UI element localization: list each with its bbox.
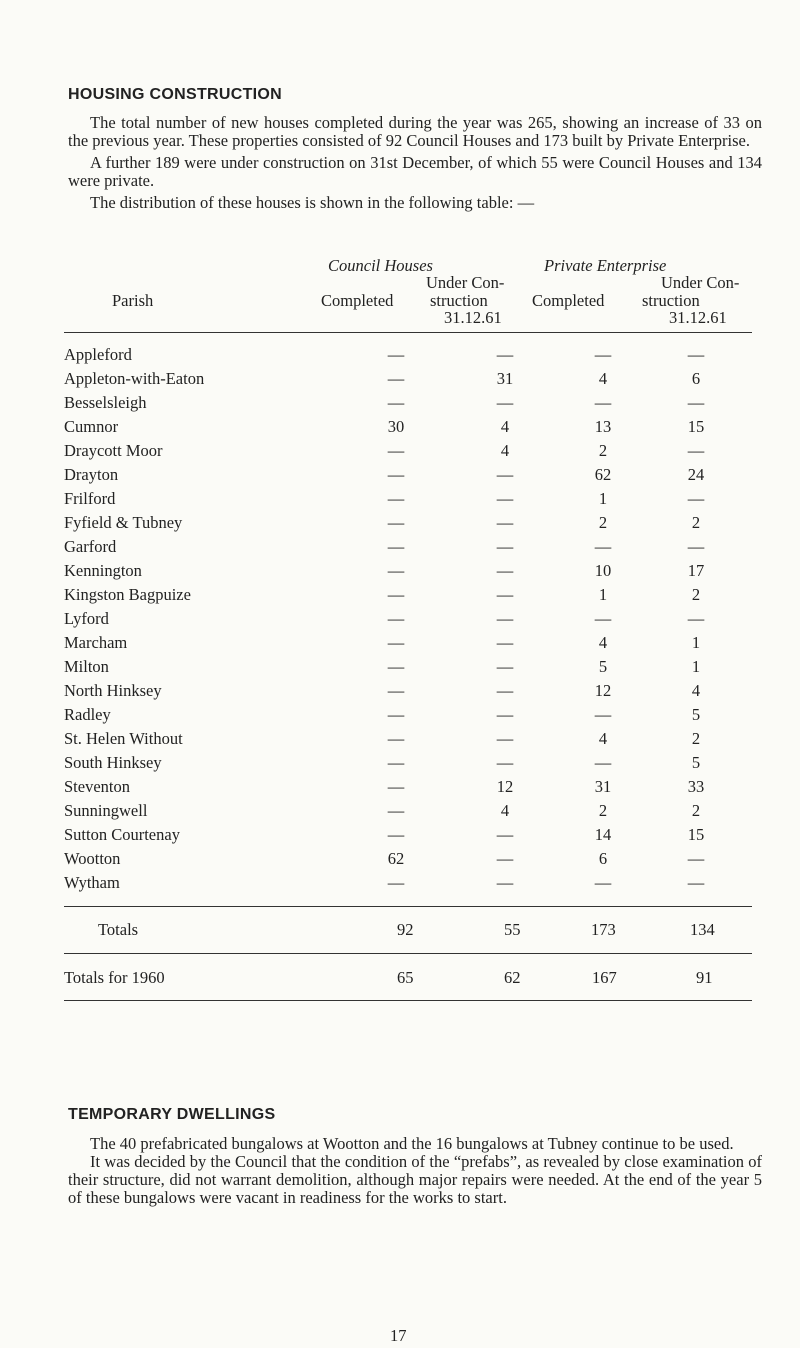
private-completed-cell: 12 xyxy=(594,681,612,700)
parish-name-cell: St. Helen Without xyxy=(64,729,183,748)
header-private-completed: Completed xyxy=(532,291,605,310)
council-under-construction-cell: — xyxy=(496,633,514,652)
council-completed-cell: — xyxy=(387,489,405,508)
private-completed-cell: 2 xyxy=(598,801,608,820)
table-row xyxy=(64,631,740,655)
parish-name-cell: Draycott Moor xyxy=(64,441,163,460)
council-completed-cell: — xyxy=(387,777,405,796)
private-completed-cell: 4 xyxy=(598,633,608,652)
private-under-construction-cell: 5 xyxy=(691,705,701,724)
private-under-construction-cell: 15 xyxy=(687,417,705,436)
council-under-construction-cell: 4 xyxy=(500,417,510,436)
private-under-construction-cell: — xyxy=(687,441,705,460)
table-row xyxy=(64,847,740,871)
table-row xyxy=(64,463,740,487)
temporary-paragraph-2: It was decided by the Council that the condition of the “prefabs”, as revealed by close examination of their structure, did not warrant demolition, although major repairs were needed. At the end of the year 5 of these bungalows were vacant in readiness for the works to start. xyxy=(68,1152,762,1207)
table-row xyxy=(64,751,740,775)
parish-name-cell: Kingston Bagpuize xyxy=(64,585,191,604)
parish-name-cell: Garford xyxy=(64,537,117,556)
parish-name-cell: Kennington xyxy=(64,561,142,580)
council-completed-cell: — xyxy=(387,729,405,748)
table-row xyxy=(64,727,740,751)
council-under-construction-cell: — xyxy=(496,537,514,556)
private-under-construction-cell: 5 xyxy=(691,753,701,772)
council-under-construction-cell: — xyxy=(496,489,514,508)
temporary-paragraph-1: The 40 prefabricated bungalows at Wootton and the 16 bungalows at Tubney continue to be used. xyxy=(90,1134,734,1153)
header-council-houses: Council Houses xyxy=(328,256,433,275)
council-completed-cell: — xyxy=(387,657,405,676)
private-under-construction-cell: — xyxy=(687,609,705,628)
parish-name-cell: Drayton xyxy=(64,465,119,484)
private-completed-cell: 13 xyxy=(594,417,612,436)
private-completed-cell: 6 xyxy=(598,849,608,868)
council-under-construction-cell: — xyxy=(496,849,514,868)
parish-name-cell: Besselsleigh xyxy=(64,393,147,412)
table-row xyxy=(64,655,740,679)
parish-name-cell: Wootton xyxy=(64,849,121,868)
council-under-construction-cell: — xyxy=(496,681,514,700)
private-completed-cell: 4 xyxy=(598,369,608,388)
council-under-construction-cell: — xyxy=(496,753,514,772)
private-completed-cell: 62 xyxy=(594,465,612,484)
council-under-construction-cell: — xyxy=(496,873,514,892)
private-under-construction-cell: 2 xyxy=(691,513,701,532)
council-under-construction-cell: — xyxy=(496,393,514,412)
housing-table-body xyxy=(64,343,740,895)
council-completed-cell: — xyxy=(387,513,405,532)
page-number: 17 xyxy=(390,1326,407,1345)
private-under-construction-cell: 15 xyxy=(687,825,705,844)
private-under-construction-cell: 17 xyxy=(687,561,705,580)
private-under-construction-cell: — xyxy=(687,537,705,556)
private-under-construction-cell: 33 xyxy=(687,777,705,796)
council-completed-cell: — xyxy=(387,753,405,772)
totals-1960-private-completed: 167 xyxy=(592,968,617,987)
parish-name-cell: Steventon xyxy=(64,777,130,796)
private-under-construction-cell: 2 xyxy=(691,585,701,604)
council-under-construction-cell: 4 xyxy=(500,441,510,460)
header-private-struction: struction xyxy=(642,291,700,310)
table-row xyxy=(64,439,740,463)
council-completed-cell: 30 xyxy=(387,417,405,436)
table-bottom-rule xyxy=(64,1000,752,1001)
council-completed-cell: — xyxy=(387,705,405,724)
private-completed-cell: 2 xyxy=(598,513,608,532)
council-under-construction-cell: — xyxy=(496,585,514,604)
private-under-construction-cell: — xyxy=(687,849,705,868)
private-under-construction-cell: 6 xyxy=(691,369,701,388)
header-private-enterprise: Private Enterprise xyxy=(544,256,667,275)
table-row xyxy=(64,535,740,559)
parish-name-cell: South Hinksey xyxy=(64,753,162,772)
council-completed-cell: — xyxy=(387,537,405,556)
housing-paragraph-2: A further 189 were under construction on 31st December, of which 55 were Council Houses and 134 were private. xyxy=(68,153,762,190)
council-completed-cell: — xyxy=(387,801,405,820)
council-under-construction-cell: — xyxy=(496,465,514,484)
table-row xyxy=(64,367,740,391)
header-private-date: 31.12.61 xyxy=(669,308,727,327)
private-under-construction-cell: 24 xyxy=(687,465,705,484)
private-under-construction-cell: 1 xyxy=(691,633,701,652)
header-private-under-con: Under Con- xyxy=(661,273,740,292)
council-completed-cell: — xyxy=(387,369,405,388)
parish-name-cell: Frilford xyxy=(64,489,116,508)
private-completed-cell: 14 xyxy=(594,825,612,844)
council-completed-cell: — xyxy=(387,393,405,412)
header-council-under-con: Under Con- xyxy=(426,273,505,292)
temporary-dwellings-text xyxy=(68,1135,762,1207)
table-row xyxy=(64,679,740,703)
parish-name-cell: North Hinksey xyxy=(64,681,162,700)
council-under-construction-cell: 4 xyxy=(500,801,510,820)
totals-1960-council-under-con: 62 xyxy=(504,968,521,987)
council-completed-cell: — xyxy=(387,609,405,628)
parish-name-cell: Appleford xyxy=(64,345,132,364)
council-completed-cell: — xyxy=(387,873,405,892)
private-completed-cell: — xyxy=(594,873,612,892)
table-row xyxy=(64,871,740,895)
council-under-construction-cell: — xyxy=(496,345,514,364)
parish-name-cell: Sutton Courtenay xyxy=(64,825,180,844)
totals-council-completed: 92 xyxy=(397,920,414,939)
table-row xyxy=(64,703,740,727)
private-completed-cell: 1 xyxy=(598,585,608,604)
council-completed-cell: — xyxy=(387,345,405,364)
council-under-construction-cell: — xyxy=(496,561,514,580)
council-under-construction-cell: — xyxy=(496,657,514,676)
private-completed-cell: 1 xyxy=(598,489,608,508)
private-completed-cell: 2 xyxy=(598,441,608,460)
parish-name-cell: Milton xyxy=(64,657,109,676)
private-completed-cell: — xyxy=(594,705,612,724)
table-row xyxy=(64,823,740,847)
council-completed-cell: — xyxy=(387,465,405,484)
council-completed-cell: — xyxy=(387,441,405,460)
private-completed-cell: 5 xyxy=(598,657,608,676)
council-under-construction-cell: 12 xyxy=(496,777,514,796)
private-completed-cell: — xyxy=(594,393,612,412)
table-row xyxy=(64,343,740,367)
table-row xyxy=(64,391,740,415)
parish-name-cell: Cumnor xyxy=(64,417,119,436)
council-under-construction-cell: — xyxy=(496,513,514,532)
private-completed-cell: — xyxy=(594,753,612,772)
parish-name-cell: Appleton-with-Eaton xyxy=(64,369,205,388)
totals-1960-private-under-con: 91 xyxy=(696,968,713,987)
housing-intro-text xyxy=(68,114,762,212)
council-under-construction-cell: — xyxy=(496,609,514,628)
totals-1960-row xyxy=(64,968,752,990)
header-council-completed: Completed xyxy=(321,291,394,310)
private-completed-cell: — xyxy=(594,609,612,628)
table-row xyxy=(64,775,740,799)
table-row xyxy=(64,487,740,511)
private-completed-cell: — xyxy=(594,345,612,364)
housing-paragraph-1: The total number of new houses completed during the year was 265, showing an increase of 33 on the previous year. These properties consisted of 92 Council Houses and 173 built by Private Enterprise. xyxy=(68,113,762,150)
parish-name-cell: Wytham xyxy=(64,873,120,892)
council-under-construction-cell: 31 xyxy=(496,369,514,388)
totals-private-completed: 173 xyxy=(591,920,616,939)
private-under-construction-cell: — xyxy=(687,393,705,412)
private-under-construction-cell: — xyxy=(687,873,705,892)
table-row xyxy=(64,583,740,607)
private-completed-cell: 4 xyxy=(598,729,608,748)
table-header-rule xyxy=(64,332,752,333)
private-under-construction-cell: 2 xyxy=(691,729,701,748)
council-under-construction-cell: — xyxy=(496,825,514,844)
council-completed-cell: 62 xyxy=(387,849,405,868)
council-completed-cell: — xyxy=(387,681,405,700)
table-row xyxy=(64,559,740,583)
totals-council-under-con: 55 xyxy=(504,920,521,939)
table-row xyxy=(64,607,740,631)
header-council-struction: struction xyxy=(430,291,488,310)
housing-paragraph-3: The distribution of these houses is shown in the following table: — xyxy=(90,193,535,212)
header-parish: Parish xyxy=(112,291,154,310)
parish-name-cell: Marcham xyxy=(64,633,128,652)
private-completed-cell: 31 xyxy=(594,777,612,796)
parish-name-cell: Sunningwell xyxy=(64,801,148,820)
table-row xyxy=(64,511,740,535)
parish-name-cell: Radley xyxy=(64,705,111,724)
table-row xyxy=(64,415,740,439)
private-completed-cell: 10 xyxy=(594,561,612,580)
totals-1960-council-completed: 65 xyxy=(397,968,414,987)
totals-rule xyxy=(64,953,752,954)
totals-label: Totals xyxy=(98,920,139,939)
council-completed-cell: — xyxy=(387,561,405,580)
private-under-construction-cell: — xyxy=(687,345,705,364)
totals-row xyxy=(64,920,752,942)
council-completed-cell: — xyxy=(387,825,405,844)
table-body-rule xyxy=(64,906,752,907)
private-under-construction-cell: 1 xyxy=(691,657,701,676)
private-under-construction-cell: — xyxy=(687,489,705,508)
council-under-construction-cell: — xyxy=(496,729,514,748)
parish-name-cell: Lyford xyxy=(64,609,109,628)
section-title-temporary-dwellings: TEMPORARY DWELLINGS xyxy=(68,1106,276,1123)
totals-private-under-con: 134 xyxy=(690,920,715,939)
private-completed-cell: — xyxy=(594,537,612,556)
private-under-construction-cell: 2 xyxy=(691,801,701,820)
council-completed-cell: — xyxy=(387,585,405,604)
council-completed-cell: — xyxy=(387,633,405,652)
section-title-housing-construction: HOUSING CONSTRUCTION xyxy=(68,86,282,103)
totals-1960-label: Totals for 1960 xyxy=(64,968,165,987)
header-council-date: 31.12.61 xyxy=(444,308,502,327)
private-under-construction-cell: 4 xyxy=(691,681,701,700)
parish-name-cell: Fyfield & Tubney xyxy=(64,513,183,532)
council-under-construction-cell: — xyxy=(496,705,514,724)
table-row xyxy=(64,799,740,823)
